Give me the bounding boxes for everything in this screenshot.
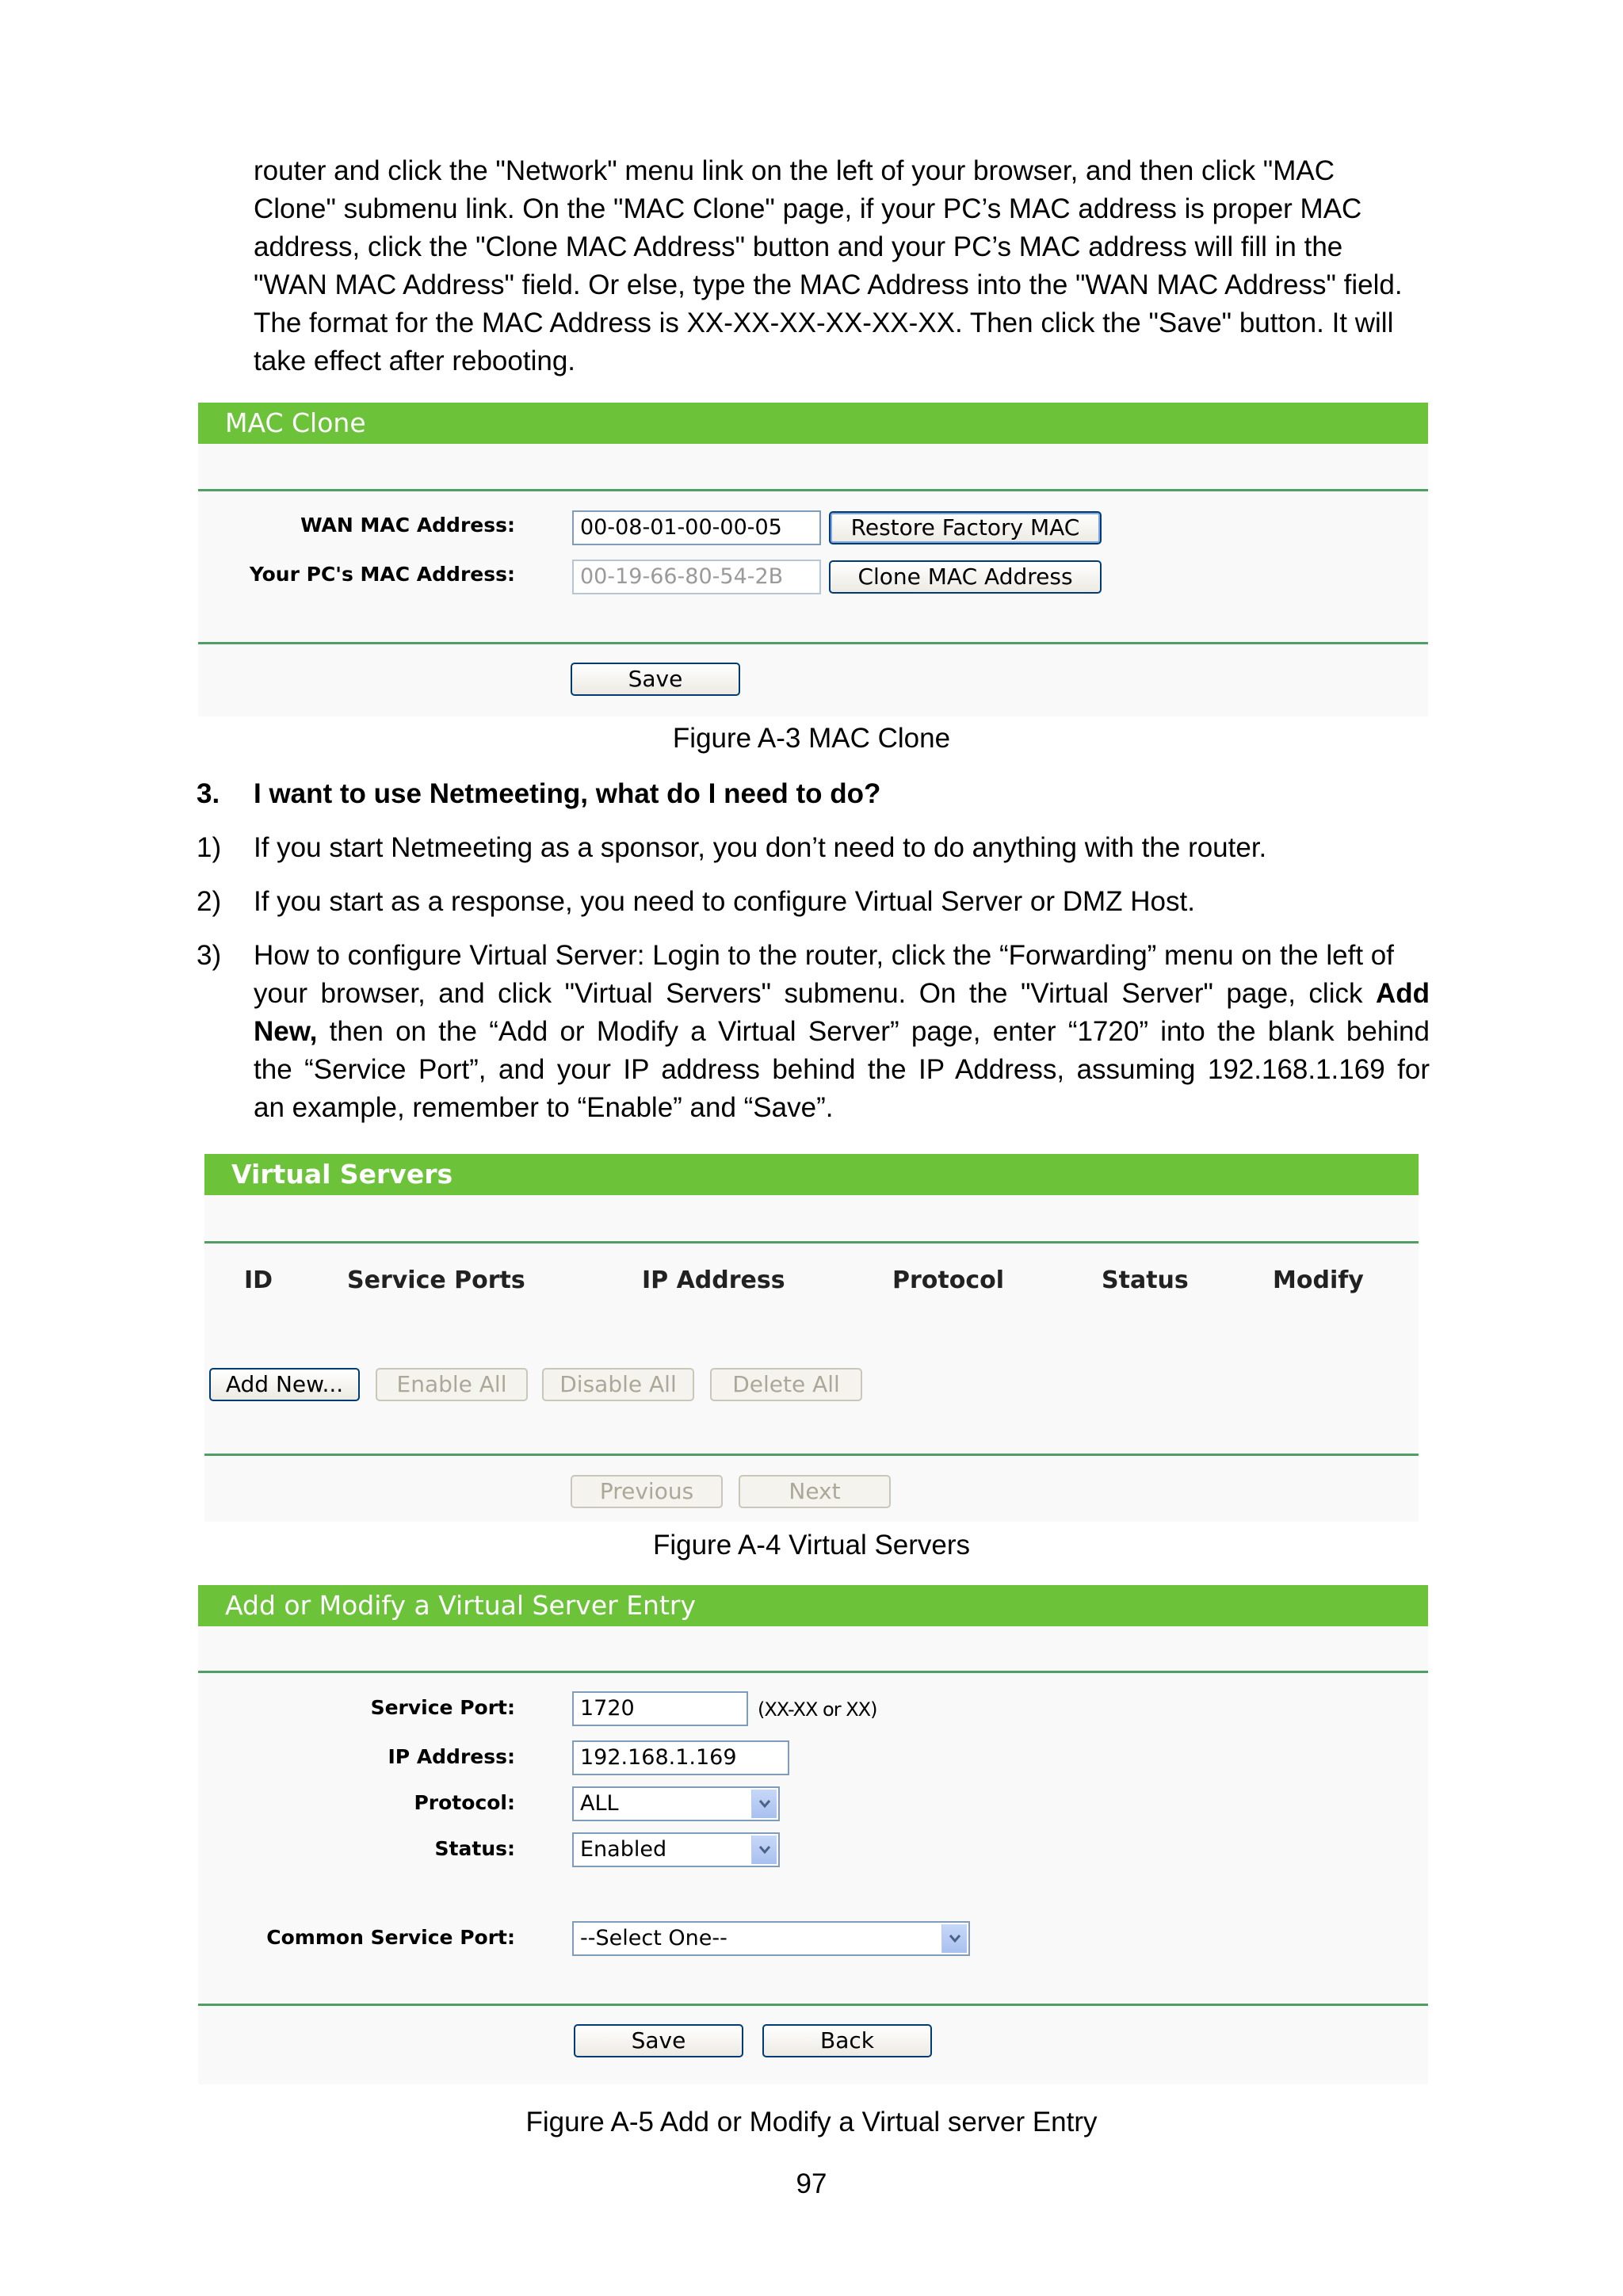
intro-line: router and click the "Network" menu link on the left of your browser, and then click "MAC <box>254 155 1335 186</box>
chevron-down-icon[interactable] <box>941 1924 967 1953</box>
intro-line: address, click the "Clone MAC Address" button and your PC’s MAC address will fill in the <box>254 231 1343 262</box>
divider <box>198 642 1428 644</box>
intro-line: Clone" submenu link. On the "MAC Clone" page, if your PC’s MAC address is proper MAC <box>254 193 1362 224</box>
virtual-servers-panel <box>204 1154 1419 1522</box>
back-button[interactable]: Back <box>762 2024 932 2057</box>
pc-mac-input: 00-19-66-80-54-2B <box>572 560 821 594</box>
bold-text: New, <box>254 1016 318 1047</box>
column-header-protocol: Protocol <box>892 1266 1005 1294</box>
list-number: 1) <box>197 832 222 863</box>
intro-line: The format for the MAC Address is XX-XX-XX-XX-XX-XX. Then click the "Save" button. It will <box>254 308 1394 338</box>
virtual-servers-title: Virtual Servers <box>204 1154 1419 1195</box>
text-span: then on the “Add or Modify a Virtual Server” page, enter “1720” into the blank behind <box>317 1016 1430 1047</box>
question-number: 3. <box>197 778 220 809</box>
service-port-hint: (XX-XX or XX) <box>758 1698 877 1721</box>
delete-all-button[interactable]: Delete All <box>710 1368 862 1401</box>
mac-clone-panel <box>198 403 1428 716</box>
question-title: I want to use Netmeeting, what do I need to do? <box>254 778 881 809</box>
divider <box>198 489 1428 491</box>
list-item-text <box>254 1013 1430 1051</box>
service-port-input[interactable]: 1720 <box>572 1691 748 1726</box>
list-item-text <box>254 975 1430 1013</box>
text-span: your browser, and click "Virtual Servers" submenu. On the "Virtual Server" page, click <box>254 978 1376 1009</box>
list-number: 2) <box>197 886 222 917</box>
wan-mac-input[interactable]: 00-08-01-00-00-05 <box>572 510 821 545</box>
list-number: 3) <box>197 940 222 971</box>
list-item-text: the “Service Port”, and your IP address behind the IP Address, assuming 192.168.1.169 for <box>254 1054 1430 1085</box>
divider <box>198 2004 1428 2006</box>
clone-mac-address-button[interactable]: Clone MAC Address <box>829 560 1102 594</box>
status-select[interactable] <box>572 1832 780 1867</box>
add-modify-title: Add or Modify a Virtual Server Entry <box>198 1585 1428 1626</box>
common-service-port-label: Common Service Port: <box>266 1926 515 1949</box>
page-number: 97 <box>796 2168 827 2199</box>
column-header-ip-address: IP Address <box>642 1266 785 1294</box>
figure-caption: Figure A-4 Virtual Servers <box>652 1530 971 1561</box>
next-button[interactable]: Next <box>739 1475 891 1508</box>
protocol-value: ALL <box>580 1791 619 1816</box>
ip-address-label: IP Address: <box>388 1745 515 1768</box>
column-header-status: Status <box>1102 1266 1189 1294</box>
ip-address-input[interactable]: 192.168.1.169 <box>572 1740 789 1775</box>
column-header-id: ID <box>244 1266 273 1294</box>
enable-all-button[interactable]: Enable All <box>376 1368 528 1401</box>
figure-caption: Figure A-5 Add or Modify a Virtual server Entry <box>525 2107 1098 2137</box>
restore-factory-mac-button[interactable]: Restore Factory MAC <box>829 511 1102 544</box>
save-button[interactable]: Save <box>571 663 740 696</box>
service-port-label: Service Port: <box>370 1696 515 1719</box>
chevron-down-icon[interactable] <box>751 1790 777 1818</box>
list-item-text: If you start as a response, you need to configure Virtual Server or DMZ Host. <box>254 886 1195 917</box>
add-modify-panel <box>198 1585 1428 2084</box>
list-item-text: If you start Netmeeting as a sponsor, you don’t need to do anything with the router. <box>254 832 1267 863</box>
divider <box>204 1454 1419 1456</box>
column-header-modify: Modify <box>1273 1266 1364 1294</box>
mac-clone-title: MAC Clone <box>198 403 1428 444</box>
status-label: Status: <box>434 1837 515 1860</box>
intro-line: take effect after rebooting. <box>254 346 576 376</box>
wan-mac-label: WAN MAC Address: <box>300 514 515 537</box>
list-item-text: an example, remember to “Enable” and “Save”. <box>254 1092 834 1123</box>
intro-line: "WAN MAC Address" field. Or else, type the MAC Address into the "WAN MAC Address" field. <box>254 269 1403 300</box>
save-button[interactable]: Save <box>574 2024 743 2057</box>
disable-all-button[interactable]: Disable All <box>542 1368 694 1401</box>
protocol-select[interactable] <box>572 1786 780 1821</box>
column-header-service-ports: Service Ports <box>347 1266 525 1294</box>
common-service-port-value: --Select One-- <box>580 1926 727 1950</box>
common-service-port-select[interactable] <box>572 1921 970 1956</box>
bold-text: Add <box>1375 978 1430 1009</box>
previous-button[interactable]: Previous <box>571 1475 723 1508</box>
status-value: Enabled <box>580 1837 667 1862</box>
pc-mac-label: Your PC's MAC Address: <box>249 563 515 586</box>
divider <box>198 1671 1428 1673</box>
figure-caption: Figure A-3 MAC Clone <box>672 723 951 754</box>
protocol-label: Protocol: <box>414 1791 515 1814</box>
add-new-button[interactable]: Add New... <box>209 1368 360 1401</box>
divider <box>204 1241 1419 1244</box>
list-item-text: How to configure Virtual Server: Login to the router, click the “Forwarding” menu on the left of <box>254 940 1394 971</box>
chevron-down-icon[interactable] <box>751 1836 777 1864</box>
